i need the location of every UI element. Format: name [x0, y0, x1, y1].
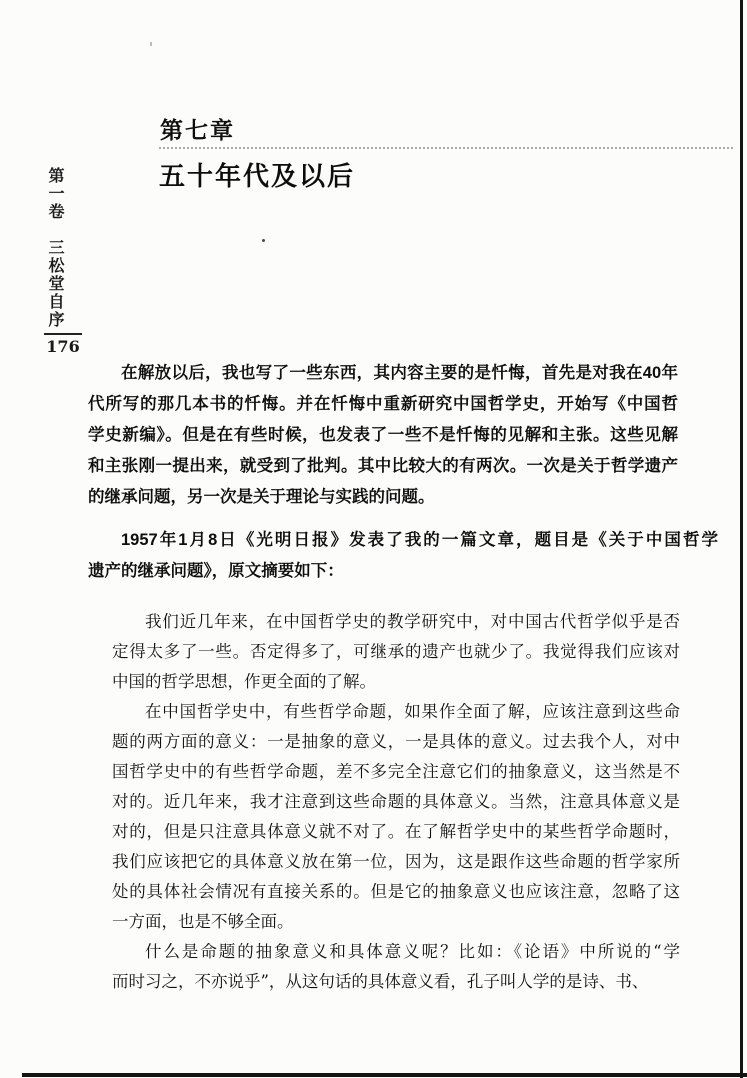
text-line: 而时习之，不亦说乎”，从这句话的具体意义看，孔子叫人学的是诗、书、: [112, 972, 649, 991]
text-line: 处的具体社会情况有直接关系的。但是它的抽象意义也应该注意，忽略了这: [112, 882, 680, 901]
body-text: [88, 358, 718, 997]
text-line: 和主张刚一提出来，就受到了批判。其中比较大的有两次。一次是关于哲学遗产: [88, 457, 678, 475]
text-line: 题的两方面的意义：一是抽象的意义，一是具体的意义。过去我个人，对中: [112, 732, 680, 751]
scan-edge-bottom: [22, 1073, 747, 1077]
body-paragraph: [88, 358, 678, 513]
quote-paragraph: [112, 937, 680, 997]
spine-book-title: 三松堂自序: [46, 239, 65, 329]
text-line: 对的。近几年来，我才注意到这些命题的具体意义。当然，注意具体意义是: [112, 792, 680, 811]
text-line: 定得太多了一些。否定得多了，可继承的遗产也就少了。我觉得我们应该对: [112, 642, 680, 661]
spine-volume: 第一卷: [46, 167, 65, 221]
text-line: 代所写的那几本书的忏悔。并在忏悔中重新研究中国哲学史，开始写《中国哲: [88, 395, 678, 413]
text-line: 一方面，也是不够全面。: [112, 912, 294, 931]
text-line: 学史新编》。但是在有些时候，也发表了一些不是忏悔的见解和主张。这些见解: [88, 426, 678, 444]
scan-edge-right: [740, 0, 743, 1078]
text-line: 国哲学史中的有些哲学命题，差不多完全注意它们的抽象意义，这当然是不: [112, 762, 680, 781]
text-line: 的继承问题，另一次是关于理论与实践的问题。: [88, 488, 435, 506]
body-paragraph: [88, 525, 718, 587]
scan-speck: [150, 42, 152, 46]
spine-text: [44, 167, 67, 467]
text-line: 我们近几年来，在中国哲学史的教学研究中，对中国古代哲学似乎是否: [145, 612, 680, 631]
text-line: 我们应该把它的具体意义放在第一位，因为，这是跟作这些命题的哲学家所: [112, 852, 680, 871]
text-line: 1957年1月8日《光明日报》发表了我的一篇文章，题目是《关于中国哲学: [121, 531, 718, 549]
chapter-rule: [159, 147, 733, 149]
text-line: 中国的哲学思想，作更全面的了解。: [112, 672, 376, 691]
text-line: 在中国哲学史中，有些哲学命题，如果作全面了解，应该注意到这些命: [145, 702, 680, 721]
text-line: 什么是命题的抽象意义和具体意义呢？比如：《论语》中所说的“学: [145, 942, 680, 961]
chapter-label: 第七章: [160, 117, 235, 143]
scan-speck: [262, 239, 265, 242]
page-number: 176: [44, 333, 82, 356]
quote-paragraph: [112, 607, 680, 697]
text-line: 在解放以后，我也写了一些东西，其内容主要的是忏悔，首先是对我在40年: [121, 364, 678, 382]
text-line: 对的，但是只注意具体意义就不对了。在了解哲学史中的某些哲学命题时，: [112, 822, 680, 841]
quote-paragraph: [112, 697, 680, 937]
text-line: 遗产的继承问题》，原文摘要如下：: [88, 562, 344, 580]
chapter-title: 五十年代及以后: [159, 161, 356, 191]
